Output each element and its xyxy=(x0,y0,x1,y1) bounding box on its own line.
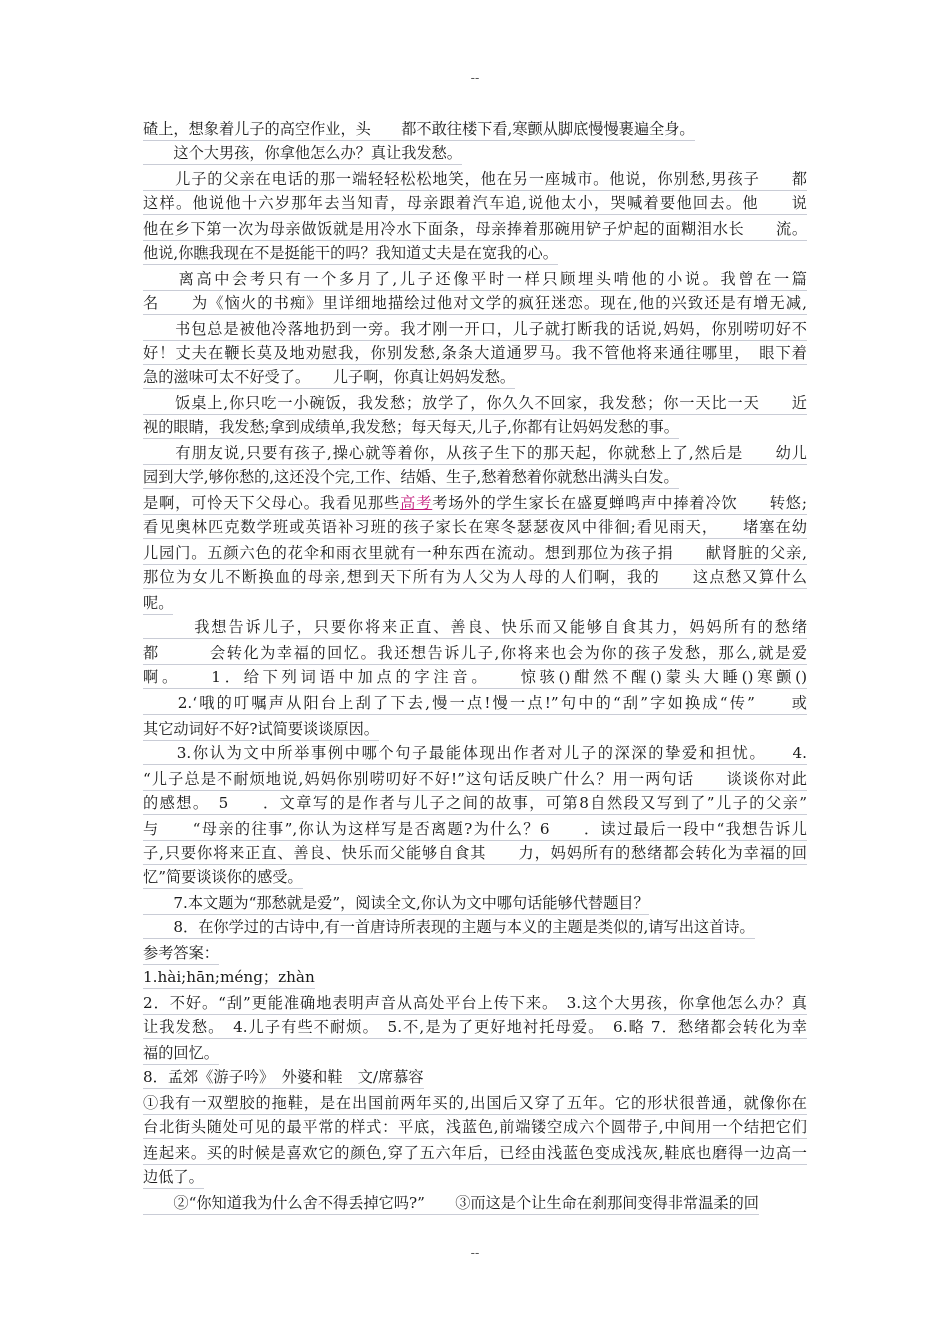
text-line: 2.‘哦的叮嘱声从阳台上刮了下去,慢一点!慢一点!”句中的“刮”字如换成“传” 或 xyxy=(143,692,807,715)
text-line: 2．不好。“刮”更能准确地表明声音从高处平台上传下来。 3.这个大男孩，你拿他怎么办？真 xyxy=(143,992,807,1015)
text-line: 8．在你学过的古诗中,有一首唐诗所表现的主题与本义的主题是类似的,请写出这首诗。 xyxy=(143,916,755,939)
text-line: 我想告诉儿子，只要你将来正直、善良、快乐而又能够自食其力，妈妈所有的愁绪 xyxy=(143,616,807,639)
text-line: 啊。 1．给下列词语中加点的字注音。 惊骇()酣然不醒()蒙头大睡()寒颤() xyxy=(143,666,807,689)
text-line: 让我发愁。 4.儿子有些不耐烦。 5.不,是为了更好地衬托母爱。 6.略 7．愁绪都会转化为幸 xyxy=(143,1016,807,1039)
text-line: 碴上，想象着儿子的高空作业，头 都不敢往楼下看,寒颤从脚底慢慢裹遍全身。 xyxy=(143,118,695,141)
text-line: 7.本文题为“那愁就是爱”，阅读全文,你认为文中哪句话能够代替题目？ xyxy=(143,892,649,915)
text-line: 这样。他说他十六岁那年去当知青，母亲跟着汽车追,说他太小，哭喊着要他回去。他 说 xyxy=(143,192,807,215)
text-line: 台北街头随处可见的最平常的样式：平底，浅蓝色,前端镂空成六个圆带子,中间用一个结把它们 xyxy=(143,1116,807,1139)
text-line: 的感想。 5 ．文章写的是作者与儿子之间的故事，可第8自然段又写到了”儿子的父亲” xyxy=(143,792,807,815)
text-line: 与 “母亲的往事”,你认为这样写是否离题?为什么？6 ．读过最后一段中“我想告诉儿 xyxy=(143,818,807,841)
gaokao-link[interactable]: 高考 xyxy=(400,494,433,512)
text-line: 名 为《恼火的书痴》里详细地描绘过他对文学的疯狂迷恋。现在,他的兴致还是有增无减, xyxy=(143,292,807,315)
text-line: 那位为女儿不断换血的母亲,想到天下所有为人父为人母的人们啊，我的 这点愁又算什么 xyxy=(143,566,807,589)
text-line: 好！丈夫在鞭长莫及地劝慰我，你别发愁,条条大道通罗马。我不管他将来通往哪里， 眼下着 xyxy=(143,342,807,365)
text-line: 视的眼睛，我发愁;拿到成绩单,我发愁；每天每天,儿子,你都有让妈妈发愁的事。 xyxy=(143,416,679,439)
text-line: 1.hài;hān;méng；zhàn xyxy=(143,966,315,989)
text-line: ②“你知道我为什么舍不得丢掉它吗?” ③而这是个让生命在刹那间变得非常温柔的回 xyxy=(143,1192,759,1215)
text-line: 他在乡下第一次为母亲做饭就是用冷水下面条，母亲捧着那碗用铲子炉起的面糊泪水长 流。 xyxy=(143,218,807,241)
text-line: 这个大男孩，你拿他怎么办？真让我发愁。 xyxy=(143,142,462,165)
text-line: 儿园门。五颜六色的花伞和雨衣里就有一种东西在流动。想到那位为孩子捐 献肾脏的父亲, xyxy=(143,542,807,565)
text-line: 参考答案： xyxy=(143,942,219,965)
text-line: 都 会转化为幸福的回忆。我还想告诉儿子,你将来也会为你的孩子发愁，那么,就是爱 xyxy=(143,642,807,665)
text-line: 8．孟郊《游子吟》 外婆和鞋 文/席慕容 xyxy=(143,1066,424,1089)
page-mark-top: -- xyxy=(470,70,480,85)
text-line: 离高中会考只有一个多月了,儿子还像平时一样只顾埋头啃他的小说。我曾在一篇 xyxy=(143,268,807,291)
text-line: 他说,你瞧我现在不是挺能干的吗？我知道丈夫是在宽我的心。 xyxy=(143,242,558,265)
text-line: 急的滋味可太不好受了。 儿子啊，你真让妈妈发愁。 xyxy=(143,366,515,389)
text-line: 边低了。 xyxy=(143,1166,204,1189)
text-line: 福的回忆。 xyxy=(143,1042,219,1065)
text-line: 3.你认为文中所举事例中哪个句子最能体现出作者对儿子的深深的挚爱和担忧。 4. xyxy=(143,742,807,765)
text-line: 书包总是被他冷落地扔到一旁。我才刚一开口，儿子就打断我的话说,妈妈，你别唠叨好不 xyxy=(143,318,807,341)
text-line: ①我有一双塑胶的拖鞋，是在出国前两年买的,出国后又穿了五年。它的形状很普通，就像你在 xyxy=(143,1092,807,1115)
text-line: 忆”简要谈谈你的感受。 xyxy=(143,866,303,889)
text-line: 园到大学,够你愁的,这还没个完,工作、结婚、生子,愁着愁着你就愁出满头白发。 xyxy=(143,466,679,489)
text-line: 呢。 xyxy=(143,592,173,615)
text-line: 连起来。买的时候是喜欢它的颜色,穿了五六年后，已经由浅蓝色变成浅灰,鞋底也磨得一边高一 xyxy=(143,1142,807,1165)
text-line: 看见奥林匹克数学班或英语补习班的孩子家长在寒冬瑟瑟夜风中徘徊;看见雨天， 堵塞在幼 xyxy=(143,516,807,539)
text-line: 儿子的父亲在电话的那一端轻轻松松地笑，他在另一座城市。他说，你别愁,男孩子 都 xyxy=(143,168,807,191)
text-line: 饭桌上,你只吃一小碗饭，我发愁；放学了，你久久不回家，我发愁；你一天比一天 近 xyxy=(143,392,807,415)
text-line: “儿子总是不耐烦地说,妈妈你别唠叨好不好!”这句话反映广什么？用一两句话 谈谈你对此 xyxy=(143,768,807,791)
page-mark-bottom: -- xyxy=(470,1245,480,1260)
text-line: 有朋友说,只要有孩子,操心就等着你，从孩子生下的那天起，你就愁上了,然后是 幼儿 xyxy=(143,442,807,465)
text-line: 子,只要你将来正直、善良、快乐而父能够自食其 力，妈妈所有的愁绪都会转化为幸福的回 xyxy=(143,842,807,865)
text-line: 其它动词好不好?试简要谈谈原因。 xyxy=(143,718,379,741)
text-line: 是啊，可怜天下父母心。我看见那些高考考场外的学生家长在盛夏蝉鸣声中捧着冷饮 转悠; xyxy=(143,492,807,515)
